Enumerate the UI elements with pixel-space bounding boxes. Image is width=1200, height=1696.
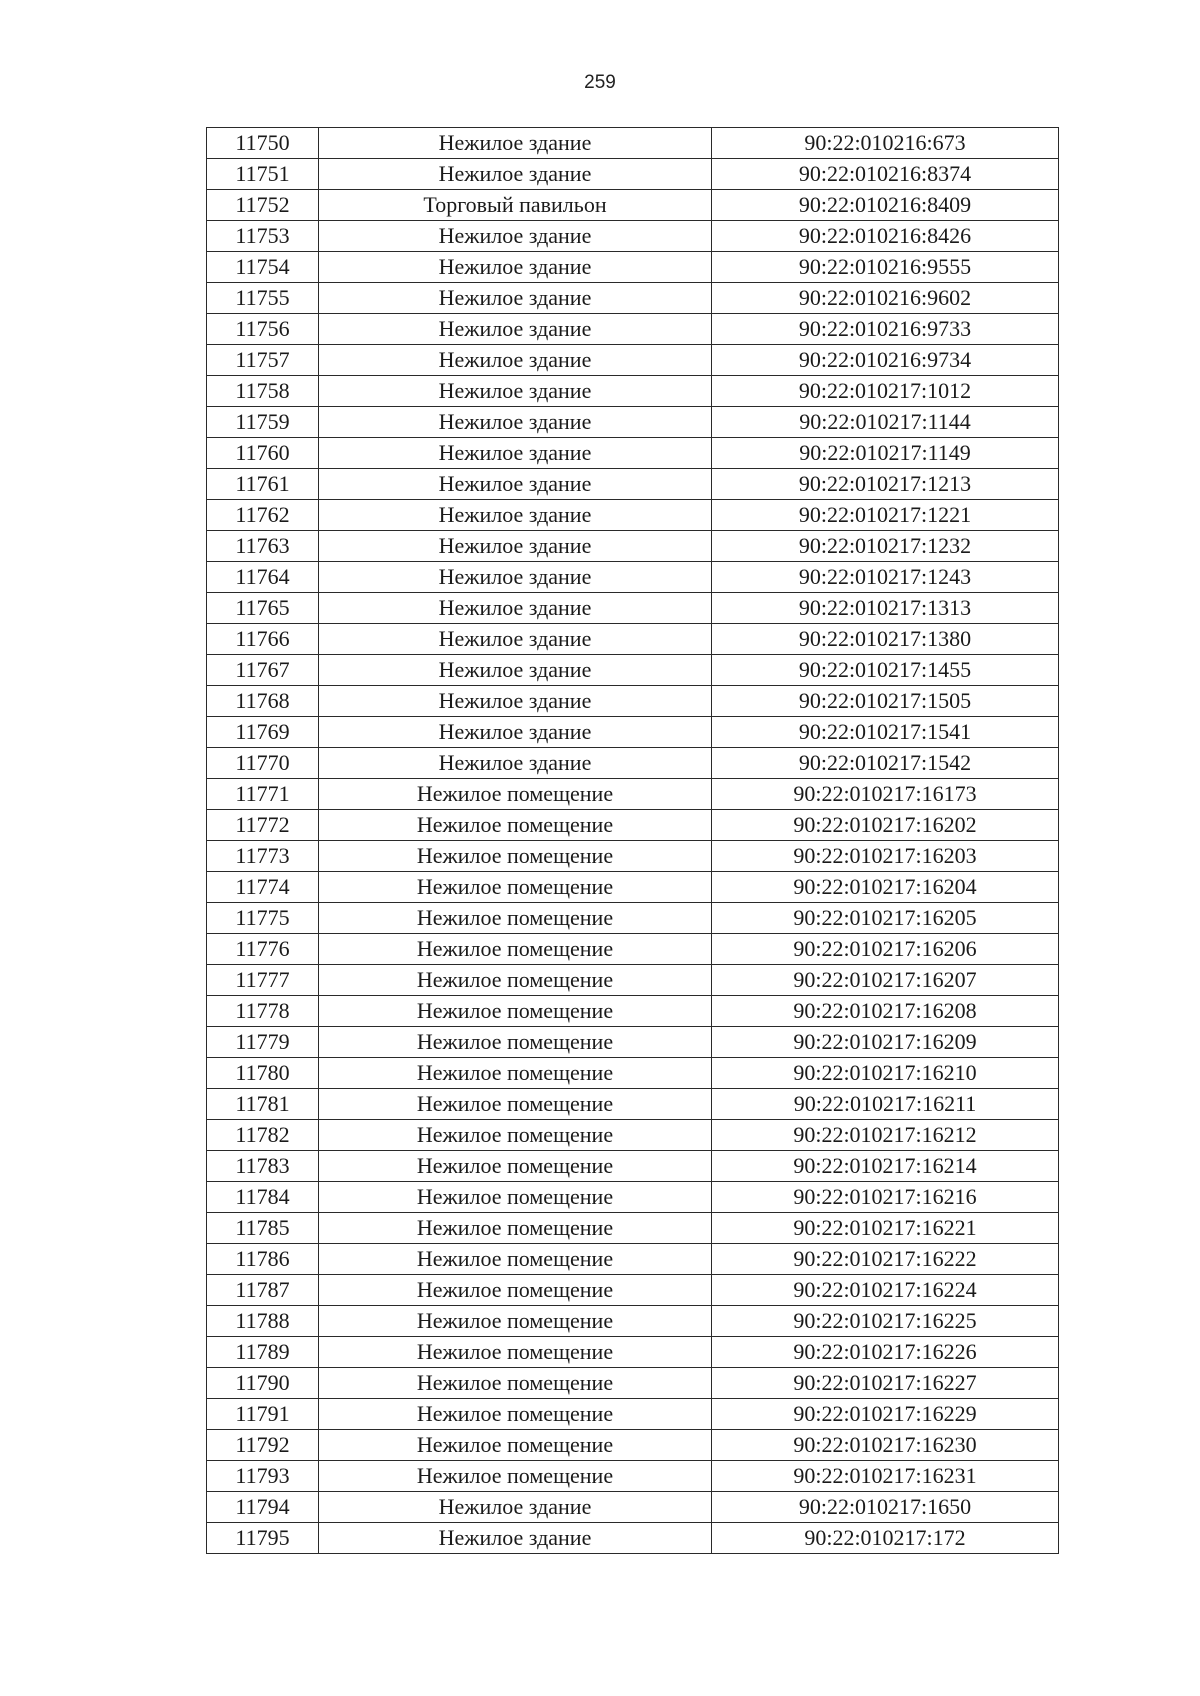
- object-name-cell: Нежилое помещение: [319, 1275, 712, 1306]
- row-number-cell: 11754: [207, 252, 319, 283]
- cadastral-number-cell: 90:22:010217:1313: [712, 593, 1059, 624]
- cadastral-number-cell: 90:22:010217:16221: [712, 1213, 1059, 1244]
- table-row: [207, 1461, 1059, 1492]
- object-name-cell: Нежилое помещение: [319, 1151, 712, 1182]
- object-name-cell: Нежилое здание: [319, 1523, 712, 1554]
- table-row: [207, 1306, 1059, 1337]
- row-number-cell: 11764: [207, 562, 319, 593]
- row-number-cell: 11785: [207, 1213, 319, 1244]
- object-name-cell: Нежилое помещение: [319, 1306, 712, 1337]
- row-number-cell: 11769: [207, 717, 319, 748]
- cadastral-number-cell: 90:22:010217:16210: [712, 1058, 1059, 1089]
- object-name-cell: Нежилое помещение: [319, 934, 712, 965]
- cadastral-number-cell: 90:22:010216:8409: [712, 190, 1059, 221]
- row-number-cell: 11776: [207, 934, 319, 965]
- table-row: [207, 593, 1059, 624]
- row-number-cell: 11779: [207, 1027, 319, 1058]
- row-number-cell: 11780: [207, 1058, 319, 1089]
- cadastral-number-cell: 90:22:010217:1213: [712, 469, 1059, 500]
- cadastral-number-cell: 90:22:010216:673: [712, 128, 1059, 159]
- cadastral-number-cell: 90:22:010217:1243: [712, 562, 1059, 593]
- object-name-cell: Нежилое помещение: [319, 779, 712, 810]
- row-number-cell: 11773: [207, 841, 319, 872]
- row-number-cell: 11790: [207, 1368, 319, 1399]
- cadastral-number-cell: 90:22:010217:16205: [712, 903, 1059, 934]
- object-name-cell: Нежилое помещение: [319, 872, 712, 903]
- cadastral-number-cell: 90:22:010217:16211: [712, 1089, 1059, 1120]
- table-row: [207, 1244, 1059, 1275]
- cadastral-number-cell: 90:22:010217:16214: [712, 1151, 1059, 1182]
- object-name-cell: Нежилое помещение: [319, 1213, 712, 1244]
- row-number-cell: 11753: [207, 221, 319, 252]
- cadastral-number-cell: 90:22:010217:16227: [712, 1368, 1059, 1399]
- table-row: [207, 934, 1059, 965]
- row-number-cell: 11752: [207, 190, 319, 221]
- object-name-cell: Нежилое здание: [319, 655, 712, 686]
- cadastral-number-cell: 90:22:010217:1144: [712, 407, 1059, 438]
- object-name-cell: Нежилое помещение: [319, 810, 712, 841]
- table-row: [207, 531, 1059, 562]
- row-number-cell: 11771: [207, 779, 319, 810]
- object-name-cell: Нежилое здание: [319, 221, 712, 252]
- cadastral-number-cell: 90:22:010217:16208: [712, 996, 1059, 1027]
- row-number-cell: 11750: [207, 128, 319, 159]
- row-number-cell: 11795: [207, 1523, 319, 1554]
- row-number-cell: 11756: [207, 314, 319, 345]
- object-name-cell: Нежилое помещение: [319, 1058, 712, 1089]
- table-row: [207, 1182, 1059, 1213]
- table-row: [207, 1523, 1059, 1554]
- cadastral-number-cell: 90:22:010217:16207: [712, 965, 1059, 996]
- cadastral-number-cell: 90:22:010216:9602: [712, 283, 1059, 314]
- table-row: [207, 1492, 1059, 1523]
- row-number-cell: 11765: [207, 593, 319, 624]
- row-number-cell: 11760: [207, 438, 319, 469]
- table-row: [207, 965, 1059, 996]
- row-number-cell: 11777: [207, 965, 319, 996]
- table-row: [207, 252, 1059, 283]
- cadastral-number-cell: 90:22:010216:9555: [712, 252, 1059, 283]
- table-row: [207, 221, 1059, 252]
- row-number-cell: 11763: [207, 531, 319, 562]
- row-number-cell: 11789: [207, 1337, 319, 1368]
- cadastral-number-cell: 90:22:010217:16226: [712, 1337, 1059, 1368]
- cadastral-number-cell: 90:22:010217:1650: [712, 1492, 1059, 1523]
- registry-table-body: [207, 128, 1059, 1554]
- cadastral-number-cell: 90:22:010217:1541: [712, 717, 1059, 748]
- table-row: [207, 283, 1059, 314]
- object-name-cell: Нежилое здание: [319, 128, 712, 159]
- row-number-cell: 11788: [207, 1306, 319, 1337]
- cadastral-number-cell: 90:22:010217:16222: [712, 1244, 1059, 1275]
- object-name-cell: Нежилое помещение: [319, 1182, 712, 1213]
- table-row: [207, 841, 1059, 872]
- table-row: [207, 1368, 1059, 1399]
- row-number-cell: 11782: [207, 1120, 319, 1151]
- object-name-cell: Нежилое здание: [319, 314, 712, 345]
- row-number-cell: 11759: [207, 407, 319, 438]
- object-name-cell: Нежилое помещение: [319, 1461, 712, 1492]
- object-name-cell: Нежилое здание: [319, 531, 712, 562]
- table-row: [207, 624, 1059, 655]
- row-number-cell: 11791: [207, 1399, 319, 1430]
- cadastral-number-cell: 90:22:010216:8426: [712, 221, 1059, 252]
- table-row: [207, 810, 1059, 841]
- table-row: [207, 1275, 1059, 1306]
- table-row: [207, 903, 1059, 934]
- row-number-cell: 11792: [207, 1430, 319, 1461]
- row-number-cell: 11758: [207, 376, 319, 407]
- table-row: [207, 1399, 1059, 1430]
- cadastral-number-cell: 90:22:010217:1380: [712, 624, 1059, 655]
- object-name-cell: Нежилое здание: [319, 469, 712, 500]
- cadastral-number-cell: 90:22:010217:1221: [712, 500, 1059, 531]
- object-name-cell: Нежилое здание: [319, 624, 712, 655]
- cadastral-number-cell: 90:22:010217:16206: [712, 934, 1059, 965]
- object-name-cell: Нежилое помещение: [319, 965, 712, 996]
- table-row: [207, 345, 1059, 376]
- object-name-cell: Нежилое здание: [319, 717, 712, 748]
- object-name-cell: Нежилое здание: [319, 686, 712, 717]
- row-number-cell: 11772: [207, 810, 319, 841]
- table-row: [207, 128, 1059, 159]
- row-number-cell: 11781: [207, 1089, 319, 1120]
- table-row: [207, 159, 1059, 190]
- row-number-cell: 11770: [207, 748, 319, 779]
- table-row: [207, 562, 1059, 593]
- table-row: [207, 314, 1059, 345]
- cadastral-number-cell: 90:22:010216:8374: [712, 159, 1059, 190]
- table-row: [207, 376, 1059, 407]
- row-number-cell: 11793: [207, 1461, 319, 1492]
- cadastral-number-cell: 90:22:010217:16229: [712, 1399, 1059, 1430]
- table-row: [207, 779, 1059, 810]
- cadastral-number-cell: 90:22:010217:1455: [712, 655, 1059, 686]
- cadastral-number-cell: 90:22:010217:16173: [712, 779, 1059, 810]
- object-name-cell: Нежилое здание: [319, 283, 712, 314]
- cadastral-number-cell: 90:22:010216:9733: [712, 314, 1059, 345]
- object-name-cell: Нежилое помещение: [319, 1089, 712, 1120]
- registry-table: [206, 127, 1059, 1554]
- table-row: [207, 1337, 1059, 1368]
- cadastral-number-cell: 90:22:010217:16231: [712, 1461, 1059, 1492]
- object-name-cell: Нежилое помещение: [319, 903, 712, 934]
- table-row: [207, 872, 1059, 903]
- row-number-cell: 11775: [207, 903, 319, 934]
- row-number-cell: 11784: [207, 1182, 319, 1213]
- object-name-cell: Нежилое помещение: [319, 1027, 712, 1058]
- row-number-cell: 11786: [207, 1244, 319, 1275]
- page-number: 259: [584, 72, 616, 93]
- row-number-cell: 11774: [207, 872, 319, 903]
- object-name-cell: Нежилое здание: [319, 500, 712, 531]
- cadastral-number-cell: 90:22:010217:1505: [712, 686, 1059, 717]
- table-row: [207, 1058, 1059, 1089]
- cadastral-number-cell: 90:22:010217:16224: [712, 1275, 1059, 1306]
- cadastral-number-cell: 90:22:010217:16203: [712, 841, 1059, 872]
- row-number-cell: 11767: [207, 655, 319, 686]
- table-row: [207, 1151, 1059, 1182]
- object-name-cell: Нежилое здание: [319, 376, 712, 407]
- object-name-cell: Нежилое помещение: [319, 1368, 712, 1399]
- object-name-cell: Нежилое здание: [319, 438, 712, 469]
- cadastral-number-cell: 90:22:010217:16216: [712, 1182, 1059, 1213]
- cadastral-number-cell: 90:22:010217:1149: [712, 438, 1059, 469]
- object-name-cell: Нежилое помещение: [319, 1120, 712, 1151]
- table-row: [207, 1430, 1059, 1461]
- object-name-cell: Нежилое здание: [319, 562, 712, 593]
- cadastral-number-cell: 90:22:010217:172: [712, 1523, 1059, 1554]
- row-number-cell: 11778: [207, 996, 319, 1027]
- table-row: [207, 686, 1059, 717]
- object-name-cell: Нежилое помещение: [319, 841, 712, 872]
- row-number-cell: 11783: [207, 1151, 319, 1182]
- object-name-cell: Нежилое здание: [319, 252, 712, 283]
- row-number-cell: 11794: [207, 1492, 319, 1523]
- cadastral-number-cell: 90:22:010217:16209: [712, 1027, 1059, 1058]
- object-name-cell: Нежилое здание: [319, 345, 712, 376]
- table-row: [207, 500, 1059, 531]
- object-name-cell: Нежилое здание: [319, 1492, 712, 1523]
- cadastral-number-cell: 90:22:010217:16225: [712, 1306, 1059, 1337]
- object-name-cell: Нежилое здание: [319, 748, 712, 779]
- cadastral-number-cell: 90:22:010217:1012: [712, 376, 1059, 407]
- object-name-cell: Нежилое помещение: [319, 1337, 712, 1368]
- object-name-cell: Торговый павильон: [319, 190, 712, 221]
- table-row: [207, 1027, 1059, 1058]
- table-row: [207, 438, 1059, 469]
- table-row: [207, 190, 1059, 221]
- cadastral-number-cell: 90:22:010217:16204: [712, 872, 1059, 903]
- cadastral-number-cell: 90:22:010217:16230: [712, 1430, 1059, 1461]
- object-name-cell: Нежилое здание: [319, 407, 712, 438]
- row-number-cell: 11761: [207, 469, 319, 500]
- cadastral-number-cell: 90:22:010216:9734: [712, 345, 1059, 376]
- table-row: [207, 748, 1059, 779]
- table-row: [207, 1089, 1059, 1120]
- table-row: [207, 1120, 1059, 1151]
- object-name-cell: Нежилое помещение: [319, 1244, 712, 1275]
- object-name-cell: Нежилое здание: [319, 159, 712, 190]
- cadastral-number-cell: 90:22:010217:1232: [712, 531, 1059, 562]
- table-row: [207, 717, 1059, 748]
- table-row: [207, 407, 1059, 438]
- cadastral-number-cell: 90:22:010217:16212: [712, 1120, 1059, 1151]
- row-number-cell: 11755: [207, 283, 319, 314]
- row-number-cell: 11768: [207, 686, 319, 717]
- table-row: [207, 996, 1059, 1027]
- row-number-cell: 11762: [207, 500, 319, 531]
- row-number-cell: 11751: [207, 159, 319, 190]
- table-row: [207, 1213, 1059, 1244]
- table-row: [207, 469, 1059, 500]
- row-number-cell: 11787: [207, 1275, 319, 1306]
- row-number-cell: 11757: [207, 345, 319, 376]
- cadastral-number-cell: 90:22:010217:1542: [712, 748, 1059, 779]
- cadastral-number-cell: 90:22:010217:16202: [712, 810, 1059, 841]
- object-name-cell: Нежилое помещение: [319, 1399, 712, 1430]
- table-row: [207, 655, 1059, 686]
- row-number-cell: 11766: [207, 624, 319, 655]
- object-name-cell: Нежилое помещение: [319, 1430, 712, 1461]
- object-name-cell: Нежилое помещение: [319, 996, 712, 1027]
- object-name-cell: Нежилое здание: [319, 593, 712, 624]
